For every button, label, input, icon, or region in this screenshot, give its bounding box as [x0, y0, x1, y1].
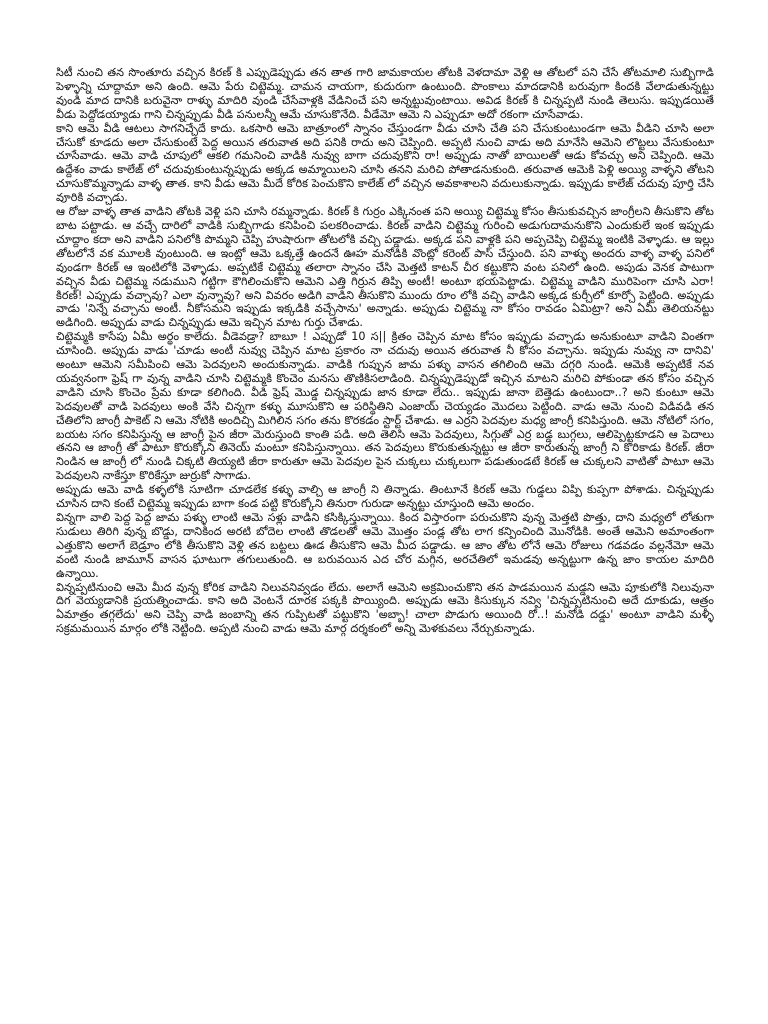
story-paragraph-4: చిట్టెమ్మకి కాసేపు ఏమీ అర్థం కాలేదు. వీడెవడ్రా? బాబూ ! ఎప్పుడో 10 స|| క్రితం చెప్పిన మాట కోసం ఇప్పుడు వచ్చాడు అనుకుంటూ వాడిని వింతగా చూసింది. అప్పుడు వాడు 'చూడు అంటీ నువ్వు చెప్పిన మాట ప్రకారం నా చదువు అయిన తరువాత నీ కోసం వచ్చాను. ఇప్పుడు నువ్వు నా దానివి' అంటూ ఆమెని సమీపించి ఆమె పెదవులని అందుకున్నాడు. వాడికి గుప్పున జామ పళ్ళు వాసన తగిలింది ఆమె దగ్గరి నుండి. ఆమెకి అప్పటికే నవ యవ్వనంగా ఫ్రెష్ గా వున్న వాడిని చూసి చిట్టెమ్మకి కొంచెం మనసు తొణికిసలాడింది. చిన్నప్పుడెప్పుడో ఇచ్చిన మాటని మరిచి పోకుండా తన కోసం వచ్చిన వాడిని చూసి కొంచెం ప్రేమ కూడా కలిగింది. వీడి ఫ్రెష్ మొడ్డ చిన్నప్పుడు జాన కూడా లేదు.. ఇప్పుడు జానా బెత్తెడు ఉంటుందా..? అని కుంటూ ఆమె పెదవులతో వాడి పెదవులు అంకి వేసి చిన్నగా కళ్ళు మూసుకొని ఆ పరిస్థితిని ఎంజాయ్ చెయ్యడం మొదలు పెట్టింది. వాడు ఆమె నుంచి విడివడి తన చేతిలోని జాంగ్రీ పాకెట్ ని ఆమె నోటికి అందిచ్చి మిగిలిన సగం తను కొరకడం స్టార్ట్ చేశాడు. ఆ ఎర్రని పెదవుల మధ్య జాంగ్రీ కనిపిస్తుంది. ఆమె నోటిలో సగం, బయట సగం కనిపిస్తున్న ఆ జాంగ్రీ పైన జీరా మెరుస్తుంది కాంతి పడి. అది తెలిసి ఆమె పెదవులు, సిగ్గుతో ఎర్ర బడ్డ బుగ్గలు, ఆలిప్పెట్టకూడని ఆ పెదాలు తనని ఆ జాంగ్రీ తో పాటూ కొరుక్కోని తినెయ్ మంటూ కనిపిస్తున్నాయి. తన పెదవులు కొరుకుతున్నట్టు ఆ జీరా కారుతున్న జాంగ్రీ ని కొరికాడు కిరణ్. జీరా నిండిన ఆ జాంగ్రీ లో నుండి చిక్కటి తియ్యటి జీరా కారుతూ ఆమె పెదవుల పైన చుక్కలు చుక్కలుగా పడుతుండటే కిరణ్ ఆ చుక్కలని వాటితో పాటూ ఆమె పెదవులని నాకేస్తూ కొరికేస్తూ జుర్రుకో సాగాడు. — [56, 330, 714, 483]
story-paragraph-7: విన్నప్పటినుంచి ఆమె మీద వున్న కోరిక వాడిని నిలువనివ్వడం లేదు. అలాగే ఆమెని అక్రమించుకొని తన పాడమయిన మడ్డని ఆమె పూకులోకి నిలువునా దిగ వెయ్యడానికి ప్రయత్నించాడు. కాని అది వెంటనే దూరక పక్కకి పొయ్యింది. అప్పుడు ఆమె కిసుక్కున నవ్వి 'చిన్నప్పటినుంచి అదే దూకుడు, ఆత్రం ఏమాత్రం తగ్గలేదు' అని చెప్పి వాడి జంబాన్ని తన గుప్పిటతో పట్టుకొని 'అబ్బా! చాలా పొడుగు అయింది రో..! మనోడి దడ్డు' అంటూ వాడిని మళ్ళీ సక్రమమయిన మార్గం లోకి నెట్టింది. అప్పటి నుంచి వాడు ఆమె మార్గ దర్శకంలో అన్ని మెళకువలు నేర్చుకున్నాడు. — [56, 580, 714, 636]
story-paragraph-6: విన్నగా వాలి పెద్ద పెద్ద జామ పళ్ళు లాంటి ఆమె సళ్లు వాడిని కసిక్కిస్తున్నాయి. కింద విస్తారంగా పరుచుకొని వున్న మెత్తటి పొత్తు, దాని మధ్యలో లోతుగా సుడులు తిరిగి వున్న బొడ్డు, దానికింద అరటి బోదెల లాంటి తొడలతో ఆమె మొత్తం పండ్ల తోట లాగ కన్పించింది మొనోడికి. అంతే ఆమెని అమాంతంగా ఎత్తుకొని అలాగే బెడ్రూం లోకి తీసుకొని వెళ్లి తన బట్టలు ఊడ తీసుకొని ఆమె మీద పడ్డాడు. ఆ జాం తోట లోనే ఆమె రోజులు గడవడం వల్లనేమో ఆమె వంటి నుండి జామూన్ వాసన ఘాటుగా తగులుతుంది. ఆ బరువయిన ఎద చోర మగ్గిన, అరచేతిలో ఇమడవు అన్నట్టుగా ఉన్న జాం కాయల మాదిరి ఉన్నాయి. — [56, 511, 714, 580]
story-paragraph-5: అప్పుడు ఆమె వాడి కళ్ళలోకి సూటిగా చూడలేక కళ్ళు వాల్చి ఆ జాంగ్రీ ని తిన్నాడు. తింటూనే కిరణ్ ఆమె గుడ్డలు విప్పి కుప్పగా పోశాడు. చిన్నప్పుడు చూసిన దాని కంటే చిట్టెమ్మ ఇప్పుడు బాగా కండ పట్టి కొరుక్కోని తినురా గురుడా అన్నట్టు చూస్తుంది ఆమె అందం. — [56, 483, 714, 511]
story-paragraph-1: సిటీ నుంచి తన సొంతూరు వచ్చిన కిరణ్ కి ఎప్పుడెప్పుడు తన తాత గారి జామకాయల తోటకి వెళదామా వెళ్లి ఆ తోటలో పని చేసే తోటమాలి సుబ్బిగాడి పెళ్ళాన్ని చూద్దామా అని ఉంది. ఆమె పేరు చిట్టెమ్మ. చామన చాయగా, కుదురుగా ఉంటుంది. పొంకాలు మాదడానికి బరువుగా కిందకి వేలాడుతున్నట్టు వుండి మాద దానికి బరువైనా రాళ్ళు మాదిరి వుండి చేసేవాళ్లకి వేడినించే పని అన్నట్టువుంటాయి. అవిడ కిరణ్ కి చిన్నప్పటి నుండి తెలుసు. ఇప్పుడయితే వీడు పెద్దోడయ్యాడు గాని చిన్నప్పుడు వీడి పనులన్నీ ఆమే చూసుకొనేది. వీడేమో ఆమె ని ఎప్పుడూ అదో రకంగా చూసేవాడు. — [56, 66, 714, 121]
story-page — [56, 66, 714, 636]
story-paragraph-3: ఆ రోజు వాళ్ళ తాత వాడిని తోటకి వెళ్లి పని చూసి రమ్మన్నాడు. కిరణ్ కి గుర్రం ఎక్కినంత పని అయ్యి చిట్టెమ్మ కోసం తీసుకువచ్చిన జాంగ్రీలని తీసుకొని తోట బాట పట్టాడు. ఆ వచ్చే దారిలో వాడికి సుబ్బిగాడు కనిపించి పలకరించాడు. కిరణ్ వాడిని చిట్టెమ్మ గురించి అడుగుదామనుకొని ఎందుకులే ఇంక ఇప్పుడు చూద్దాం కదా అని వాడిని పనిలోకి పొమ్మని చెప్పి హుషారుగా తోటలోకి వచ్చి పడ్డాడు. అక్కడ పని వాళ్లకి పని అప్పచెప్పి చిట్టెమ్మ ఇంటికి వెళ్ళాడు. ఆ ఇల్లు తోటలోనే వక మూలకి వుంటుంది. ఆ ఇంట్లో ఆమె ఒక్కత్తే ఉందనే ఊహ మనోడికి వొంట్లో కరెంట్ పాస్ చేస్తుంది. పని వాళ్ళు అందరు వాళ్ళ వాళ్ళ పనిలో వుండగా కిరణ్ ఆ ఇంటిలోకి వెళ్ళాడు. అప్పటికే చిట్టెమ్మ తలారా స్నానం చేసి మెత్తటి కాటన్ చీర కట్టుకొని వంట పనిలో ఉంది. అపుడు వెనక పాటుగా వచ్చిన వీడు చిట్టెమ్మ నడుముని గట్టిగా కౌగిలించుకొని ఆమెని ఎత్తి గిర్రున తిప్పి అంటీ! అంటూ భయపెట్టాడు. చిట్టెమ్మ వాడిని మురిపెంగా చూసి ఎరా! కిరణ్! ఎప్పుడు వచ్చావు? ఎలా వున్నావు? అని వివరం అడిగి వాడిని తీసుకొని ముందు రూం లోకి వచ్చి వాడిని అక్కడ కుర్చీలో కూర్చో పెట్టింది. అప్పుడు వాడు 'నిన్నే వచ్చాను అంటీ. నీకోసమని ఇప్పుడు ఇక్కడికి వచ్చేసాను' అన్నాడు. అప్పుడు చిట్టెమ్మ నా కోసం రావడం ఏమిట్రా? అని ఏమీ తెలియనట్టు అడిగింది. అప్పుడు వాడు చిన్నప్పుడు ఆమె ఇచ్చిన మాట గుర్తు చేశాడు. — [56, 205, 714, 330]
story-paragraph-2: కాని ఆమె వీడి ఆటలు సాగనిచ్చేదే కాదు. ఒకసారి ఆమె బాత్రూంలో స్నానం చేస్తుండగా వీడు చూసి చేతి పని చేసుకుంటుండగా ఆమె వీడిని చూసి అలా చేసుకో కూడదు అలా చేసుకుంటే పెద్ద అయిన తరువాత అది పనికి రాదు అని చెప్పింది. అప్పటి నుంచి వాడు అది మానేసి ఆమెని లొట్టలు వేసుకుంటూ చూసేవాడు. ఆమె వాడి చూపులో ఆకలి గమనించి వాడికి నువ్వు బాగా చదువుకొని రా! అప్పుడు నాతో బాయిలతో ఆడు కోవచ్చు అని చెప్పింది. ఆమె ఉద్దేశం వాడు కాలేజ్ లో చదువుకుంటున్నప్పుడు అక్కడ అమ్మాయిలని చూసి తనని మరిచి పోతాడనుకుంది. తరువాత ఆమెకి పెళ్లి అయ్యి వాళ్ళని తోటని చూసుకొమ్మన్నాడు వాళ్ళ తాత. కాని వీడు ఆమె మీదే కోరిక పెంచుకొని కాలేజ్ లో వచ్చిన అవకాశాలని వదులుకున్నాడు. ఇప్పుడు కాలేజ్ చదువు పూర్తి చేసి వూరికి వచ్చాడు. — [56, 121, 714, 205]
